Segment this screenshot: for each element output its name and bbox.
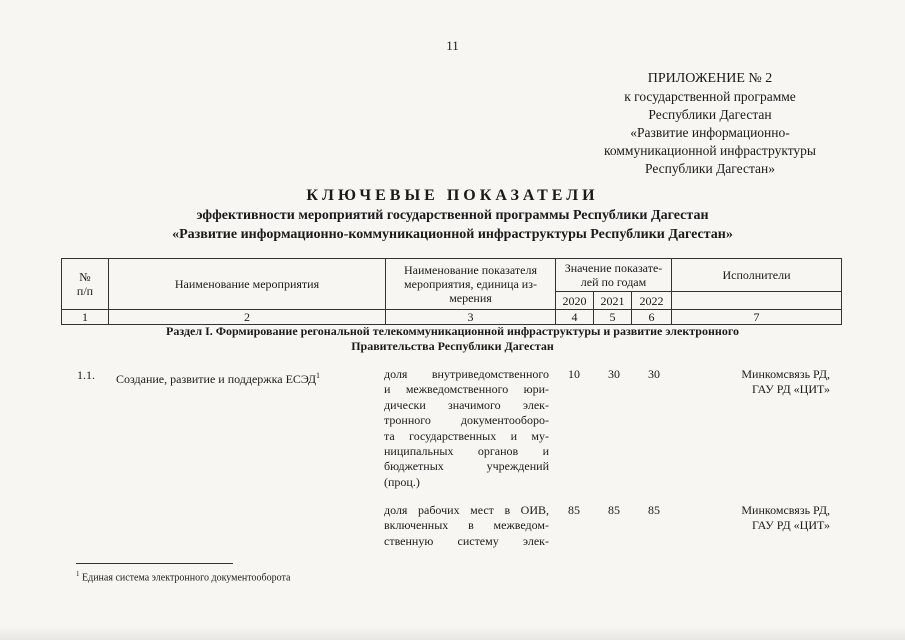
annex-block: [560, 70, 860, 178]
value-2022: 85: [648, 503, 660, 517]
scan-shadow: [0, 626, 905, 640]
header-indicator: Наименование показателя мероприятия, единица из- мерения: [386, 259, 556, 310]
footnote: [76, 570, 290, 583]
measure-name-text: Создание, развитие и поддержка ЕСЭД: [116, 372, 317, 386]
header-num: № п/п: [62, 259, 109, 310]
indicator-text: [384, 367, 549, 490]
header-measure: Наименование мероприятия: [109, 259, 386, 310]
annex-line: Республики Дагестан: [648, 107, 772, 122]
page-number: 11: [446, 38, 459, 53]
column-number: 7: [672, 310, 842, 325]
indicator-line: ственную систему элек-: [384, 533, 549, 548]
column-number: 3: [386, 310, 556, 325]
header-executors: Исполнители: [672, 259, 842, 292]
column-number: 4: [556, 310, 594, 325]
indicator-line: дически значимого элек-: [384, 397, 549, 412]
annex-line: к государственной программе: [624, 89, 796, 104]
value-2022: 30: [648, 367, 660, 381]
row-number: 1.1.: [77, 368, 95, 382]
indicator-line: бюджетных учреждений: [384, 459, 549, 474]
column-number: 5: [594, 310, 632, 325]
section-title: [0, 324, 905, 354]
annex-line: «Развитие информационно-: [630, 125, 790, 140]
header-year: 2020: [556, 292, 594, 310]
executors: [690, 503, 830, 534]
column-number: 2: [109, 310, 386, 325]
footnote-marker: 1: [76, 570, 80, 578]
value-2021: 85: [608, 503, 620, 517]
value-2020: 85: [568, 503, 580, 517]
executor-line: ГАУ РД «ЦИТ»: [751, 382, 830, 397]
footnote-text: Единая система электронного документооборота: [82, 572, 291, 584]
indicators-table-header: [61, 258, 842, 325]
indicator-line: доля внутриведомственного: [384, 367, 549, 381]
header-year: 2021: [594, 292, 632, 310]
measure-name: [116, 368, 320, 387]
annex-line: Республики Дагестан»: [644, 161, 775, 176]
footnote-ref: 1: [316, 371, 321, 380]
indicator-line: и межведомственного юри-: [384, 382, 549, 397]
footnote-divider: [76, 563, 233, 564]
executor-line: Минкомсвязь РД,: [741, 503, 830, 517]
executors: [690, 367, 830, 398]
indicator-line: (проц.): [384, 474, 420, 489]
value-2020: 10: [568, 367, 580, 381]
column-number: 6: [632, 310, 672, 325]
indicator-text: [384, 503, 549, 549]
indicator-line: тронного документооборо-: [384, 413, 549, 428]
executor-line: Минкомсвязь РД,: [741, 367, 830, 381]
indicator-line: доля рабочих мест в ОИВ,: [384, 503, 549, 517]
indicator-line: та государственных и му-: [384, 428, 549, 443]
document-subtitle: «Развитие информационно-коммуникационной инфраструктуры Республики Дагестан»: [172, 227, 733, 242]
section-title-line: Правительства Республики Дагестан: [351, 339, 554, 353]
annex-line: коммуникационной инфраструктуры: [604, 143, 816, 158]
header-executors-empty: [672, 292, 842, 310]
document-title: КЛЮЧЕВЫЕ ПОКАЗАТЕЛИ: [306, 187, 599, 204]
header-values: Значение показате- лей по годам: [556, 259, 672, 292]
column-number: 1: [62, 310, 109, 325]
indicator-line: включенных в межведом-: [384, 518, 549, 533]
annex-title: ПРИЛОЖЕНИЕ № 2: [647, 71, 773, 86]
document-subtitle: эффективности мероприятий государственной программы Республики Дагестан: [196, 208, 709, 223]
section-title-line: Раздел I. Формирование регональной телекоммуникационной инфраструктуры и развитие электронного: [166, 324, 739, 338]
value-2021: 30: [608, 367, 620, 381]
indicator-line: ниципальных органов и: [384, 444, 549, 459]
executor-line: ГАУ РД «ЦИТ»: [751, 518, 830, 533]
header-year: 2022: [632, 292, 672, 310]
